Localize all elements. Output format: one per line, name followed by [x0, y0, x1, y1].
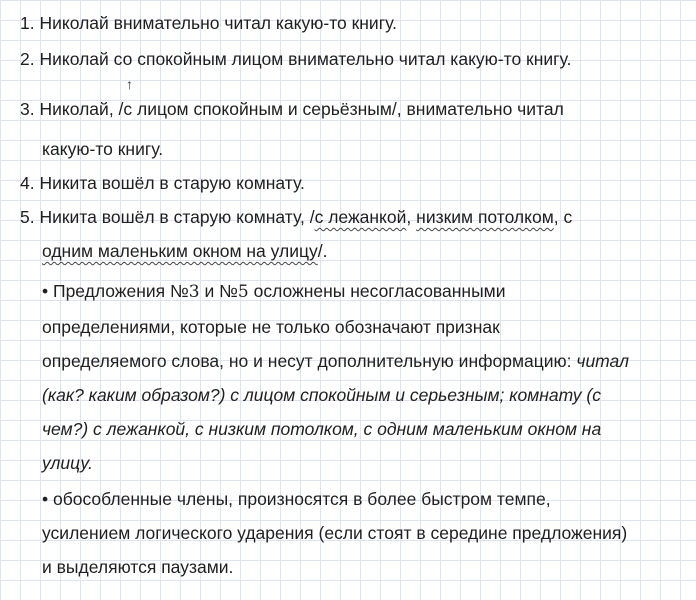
example-text: читал — [576, 351, 629, 371]
note-2-line-3: и выделяются паузами. — [42, 557, 234, 577]
sentence-number: 5. — [20, 207, 35, 227]
sentence-text: Николай, /с лицом спокойным и серьёзным/, внимательно читал — [39, 99, 564, 119]
note-1-line-2: определениями, которые не только обозначают признак — [42, 317, 500, 337]
sentence-text: Николай со спокойным лицом внимательно читал какую-то книгу. — [39, 49, 572, 69]
note-text: определяемого слова, но и несут дополнительную информацию: — [42, 351, 577, 371]
underlined-definition: одним маленьким окном на улицу — [42, 241, 318, 261]
sentence-text: , с — [553, 207, 573, 227]
note-1-line-1 — [42, 280, 505, 303]
sentence-text: Никита вошёл в старую комнату. — [39, 173, 305, 193]
sentence-5 — [20, 206, 572, 228]
sentence-3-continuation: какую-то книгу. — [42, 139, 164, 159]
arrow-up-icon: ↑ — [126, 76, 133, 92]
sentence-text: Николай внимательно читал какую-то книгу. — [39, 13, 397, 33]
sentence-number: 3. — [20, 99, 35, 119]
note-2-line-1: • обособленные члены, произносятся в более быстром темпе, — [42, 489, 551, 509]
sentence-5-continuation — [42, 240, 328, 262]
sentence-3 — [20, 98, 564, 120]
sentence-number: 1. — [20, 13, 35, 33]
sentence-number: 2. — [20, 49, 35, 69]
sentence-4 — [20, 172, 305, 194]
note-1-line-3 — [42, 350, 629, 372]
sentence-1 — [20, 12, 397, 34]
note-text: и № — [199, 281, 238, 301]
sentence-2 — [20, 48, 571, 70]
sentence-text: Никита вошёл в старую комнату, / — [39, 207, 315, 227]
note-text: • Предложения № — [42, 281, 189, 301]
sentence-text: , — [406, 207, 417, 227]
note-text: осложнены несогласованными — [248, 281, 506, 301]
sentence-ref-number: 3 — [188, 282, 200, 302]
note-1-line-4: (как? каким образом?) с лицом спокойным и серьезным; комнату (с — [42, 385, 601, 405]
sentence-number: 4. — [20, 173, 35, 193]
sentence-ref-number: 5 — [237, 282, 249, 302]
note-1-line-5: чем?) с лежанкой, с низким потолком, с одним маленьким окном на — [42, 419, 602, 439]
note-2-line-2: усилением логического ударения (если стоят в середине предложения) — [42, 523, 628, 543]
underlined-definition: с лежанкой — [314, 207, 407, 227]
sentence-text: /. — [317, 241, 328, 261]
underlined-definition: низким потолком — [416, 207, 554, 227]
note-1-line-6: улицу. — [42, 453, 93, 473]
